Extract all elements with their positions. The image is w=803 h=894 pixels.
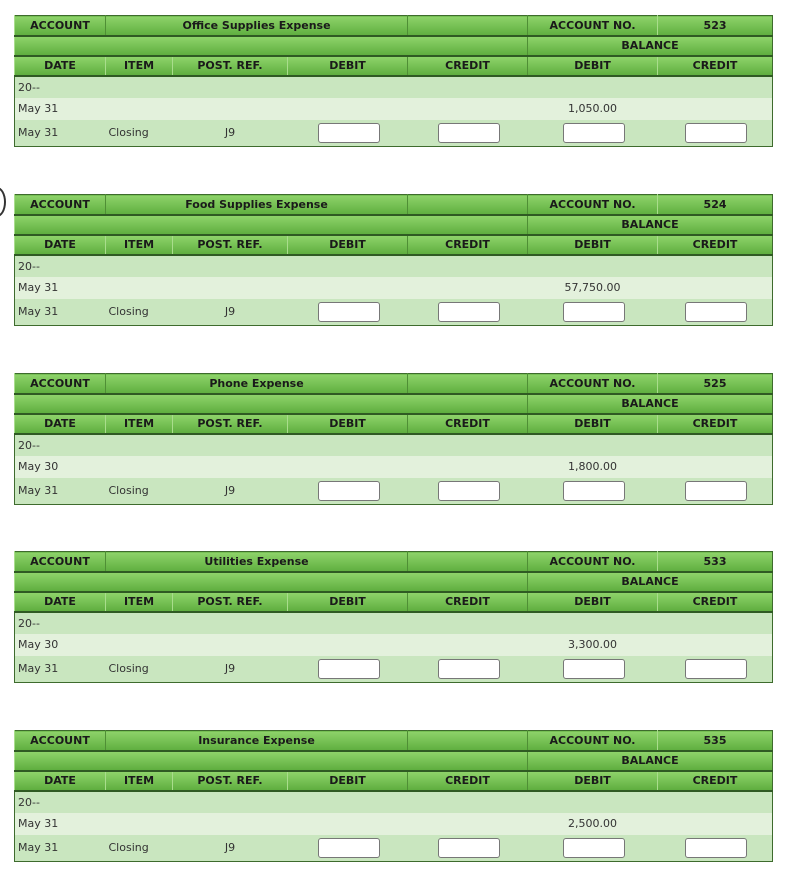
account-number: 524 — [658, 195, 773, 215]
row-balance-debit — [528, 791, 658, 813]
row-item — [106, 813, 173, 835]
col-debit: DEBIT — [288, 592, 408, 612]
row-post-ref — [173, 255, 288, 277]
account-number: 525 — [658, 374, 773, 394]
row-item — [106, 456, 173, 478]
account-no-label: ACCOUNT NO. — [528, 731, 658, 751]
closing-credit-input[interactable] — [438, 302, 500, 322]
ledger-table — [14, 551, 773, 683]
row-balance-credit — [658, 76, 773, 98]
col-credit: CREDIT — [408, 56, 528, 76]
balance-spacer — [15, 751, 528, 771]
ledger-row — [15, 634, 773, 656]
row-item: Closing — [106, 656, 173, 683]
row-date: 20-- — [15, 612, 106, 634]
closing-balance-debit-input[interactable] — [563, 659, 625, 679]
col-balance-debit: DEBIT — [528, 592, 658, 612]
row-date: May 31 — [15, 813, 106, 835]
row-credit — [408, 98, 528, 120]
col-balance-debit: DEBIT — [528, 56, 658, 76]
ledger-table — [14, 730, 773, 862]
row-item: Closing — [106, 478, 173, 505]
account-label: ACCOUNT — [15, 374, 106, 394]
closing-debit-input[interactable] — [318, 838, 380, 858]
account-label: ACCOUNT — [15, 16, 106, 36]
closing-debit-input[interactable] — [318, 302, 380, 322]
balance-label: BALANCE — [528, 751, 773, 771]
header-spacer — [408, 731, 528, 751]
closing-credit-input[interactable] — [438, 123, 500, 143]
closing-debit-input[interactable] — [318, 123, 380, 143]
account-number: 535 — [658, 731, 773, 751]
row-balance-credit — [658, 813, 773, 835]
ledger-row — [15, 255, 773, 277]
row-credit — [408, 634, 528, 656]
row-balance-credit — [658, 791, 773, 813]
col-debit: DEBIT — [288, 235, 408, 255]
closing-credit-input[interactable] — [438, 481, 500, 501]
row-credit — [408, 813, 528, 835]
col-post-ref: POST. REF. — [173, 771, 288, 791]
row-balance-debit — [528, 612, 658, 634]
col-item: ITEM — [106, 414, 173, 434]
account-no-label: ACCOUNT NO. — [528, 552, 658, 572]
closing-debit-input[interactable] — [318, 481, 380, 501]
row-post-ref — [173, 813, 288, 835]
row-post-ref: J9 — [173, 656, 288, 683]
row-item — [106, 277, 173, 299]
col-balance-credit: CREDIT — [658, 592, 773, 612]
row-post-ref — [173, 434, 288, 456]
col-credit: CREDIT — [408, 414, 528, 434]
col-post-ref: POST. REF. — [173, 592, 288, 612]
account-name: Office Supplies Expense — [106, 16, 408, 36]
row-debit — [288, 813, 408, 835]
header-spacer — [408, 552, 528, 572]
ledger-row — [15, 120, 773, 147]
account-no-label: ACCOUNT NO. — [528, 374, 658, 394]
row-date: May 31 — [15, 120, 106, 147]
ledger-row — [15, 456, 773, 478]
balance-label: BALANCE — [528, 572, 773, 592]
row-credit — [408, 791, 528, 813]
row-item: Closing — [106, 835, 173, 862]
row-balance-debit: 2,500.00 — [528, 813, 658, 835]
row-balance-credit — [658, 255, 773, 277]
row-date: May 30 — [15, 456, 106, 478]
balance-spacer — [15, 572, 528, 592]
account-name: Food Supplies Expense — [106, 195, 408, 215]
row-credit — [408, 434, 528, 456]
col-item: ITEM — [106, 56, 173, 76]
row-credit — [408, 612, 528, 634]
row-debit — [288, 277, 408, 299]
row-item — [106, 791, 173, 813]
closing-balance-debit-input[interactable] — [563, 838, 625, 858]
account-number: 533 — [658, 552, 773, 572]
row-date: 20-- — [15, 76, 106, 98]
col-credit: CREDIT — [408, 235, 528, 255]
row-post-ref: J9 — [173, 120, 288, 147]
ledger-row — [15, 656, 773, 683]
row-item — [106, 76, 173, 98]
col-credit: CREDIT — [408, 771, 528, 791]
row-balance-debit — [528, 76, 658, 98]
row-debit — [288, 791, 408, 813]
col-debit: DEBIT — [288, 414, 408, 434]
row-date: 20-- — [15, 791, 106, 813]
row-balance-debit: 57,750.00 — [528, 277, 658, 299]
row-balance-debit — [528, 255, 658, 277]
ledger-row — [15, 791, 773, 813]
col-balance-credit: CREDIT — [658, 56, 773, 76]
row-debit — [288, 255, 408, 277]
row-date: May 30 — [15, 634, 106, 656]
row-post-ref — [173, 456, 288, 478]
row-debit — [288, 434, 408, 456]
balance-spacer — [15, 36, 528, 56]
row-credit — [408, 255, 528, 277]
col-item: ITEM — [106, 771, 173, 791]
closing-balance-debit-input[interactable] — [563, 481, 625, 501]
header-spacer — [408, 374, 528, 394]
row-date: May 31 — [15, 299, 106, 326]
col-date: DATE — [15, 771, 106, 791]
ledger-row — [15, 434, 773, 456]
col-date: DATE — [15, 56, 106, 76]
row-balance-credit — [658, 612, 773, 634]
closing-balance-credit-input[interactable] — [685, 838, 747, 858]
row-post-ref: J9 — [173, 299, 288, 326]
row-item — [106, 98, 173, 120]
col-balance-credit: CREDIT — [658, 235, 773, 255]
account-name: Phone Expense — [106, 374, 408, 394]
ledger-row — [15, 478, 773, 505]
row-item — [106, 255, 173, 277]
col-debit: DEBIT — [288, 56, 408, 76]
account-number: 523 — [658, 16, 773, 36]
balance-label: BALANCE — [528, 215, 773, 235]
account-label: ACCOUNT — [15, 731, 106, 751]
col-balance-debit: DEBIT — [528, 771, 658, 791]
closing-credit-input[interactable] — [438, 838, 500, 858]
row-post-ref — [173, 76, 288, 98]
col-balance-credit: CREDIT — [658, 414, 773, 434]
col-balance-debit: DEBIT — [528, 235, 658, 255]
col-date: DATE — [15, 414, 106, 434]
row-post-ref — [173, 634, 288, 656]
row-balance-credit — [658, 434, 773, 456]
row-post-ref — [173, 277, 288, 299]
col-balance-credit: CREDIT — [658, 771, 773, 791]
balance-label: BALANCE — [528, 394, 773, 414]
closing-balance-credit-input[interactable] — [685, 123, 747, 143]
row-balance-debit: 3,300.00 — [528, 634, 658, 656]
row-balance-credit — [658, 98, 773, 120]
row-post-ref — [173, 98, 288, 120]
row-item: Closing — [106, 120, 173, 147]
col-balance-debit: DEBIT — [528, 414, 658, 434]
col-post-ref: POST. REF. — [173, 414, 288, 434]
cropped-circle-mark — [0, 187, 6, 217]
closing-balance-debit-input[interactable] — [563, 123, 625, 143]
row-date: May 31 — [15, 656, 106, 683]
closing-balance-credit-input[interactable] — [685, 302, 747, 322]
account-label: ACCOUNT — [15, 552, 106, 572]
closing-balance-credit-input[interactable] — [685, 481, 747, 501]
ledger-row — [15, 835, 773, 862]
col-date: DATE — [15, 235, 106, 255]
row-item — [106, 634, 173, 656]
row-debit — [288, 634, 408, 656]
row-balance-credit — [658, 277, 773, 299]
col-date: DATE — [15, 592, 106, 612]
row-credit — [408, 456, 528, 478]
row-post-ref — [173, 612, 288, 634]
row-debit — [288, 76, 408, 98]
row-debit — [288, 98, 408, 120]
col-credit: CREDIT — [408, 592, 528, 612]
row-date: 20-- — [15, 255, 106, 277]
row-debit — [288, 612, 408, 634]
ledger-table — [14, 373, 773, 505]
col-item: ITEM — [106, 235, 173, 255]
ledger-table — [14, 15, 773, 147]
row-balance-debit: 1,050.00 — [528, 98, 658, 120]
col-debit: DEBIT — [288, 771, 408, 791]
col-item: ITEM — [106, 592, 173, 612]
header-spacer — [408, 195, 528, 215]
row-post-ref — [173, 791, 288, 813]
row-item — [106, 612, 173, 634]
row-post-ref: J9 — [173, 478, 288, 505]
row-item: Closing — [106, 299, 173, 326]
col-post-ref: POST. REF. — [173, 235, 288, 255]
row-credit — [408, 277, 528, 299]
row-post-ref: J9 — [173, 835, 288, 862]
row-date: May 31 — [15, 835, 106, 862]
col-post-ref: POST. REF. — [173, 56, 288, 76]
row-balance-credit — [658, 634, 773, 656]
row-date: May 31 — [15, 98, 106, 120]
row-date: 20-- — [15, 434, 106, 456]
row-debit — [288, 456, 408, 478]
ledger-row — [15, 76, 773, 98]
row-balance-debit: 1,800.00 — [528, 456, 658, 478]
closing-credit-input[interactable] — [438, 659, 500, 679]
account-name: Insurance Expense — [106, 731, 408, 751]
balance-label: BALANCE — [528, 36, 773, 56]
ledger-row — [15, 277, 773, 299]
account-label: ACCOUNT — [15, 195, 106, 215]
row-item — [106, 434, 173, 456]
balance-spacer — [15, 394, 528, 414]
ledger-row — [15, 612, 773, 634]
account-no-label: ACCOUNT NO. — [528, 195, 658, 215]
closing-balance-credit-input[interactable] — [685, 659, 747, 679]
header-spacer — [408, 16, 528, 36]
balance-spacer — [15, 215, 528, 235]
row-date: May 31 — [15, 478, 106, 505]
ledger-row — [15, 813, 773, 835]
account-no-label: ACCOUNT NO. — [528, 16, 658, 36]
row-date: May 31 — [15, 277, 106, 299]
closing-debit-input[interactable] — [318, 659, 380, 679]
closing-balance-debit-input[interactable] — [563, 302, 625, 322]
ledger-row — [15, 299, 773, 326]
account-name: Utilities Expense — [106, 552, 408, 572]
ledger-table — [14, 194, 773, 326]
row-credit — [408, 76, 528, 98]
row-balance-debit — [528, 434, 658, 456]
ledger-row — [15, 98, 773, 120]
row-balance-credit — [658, 456, 773, 478]
